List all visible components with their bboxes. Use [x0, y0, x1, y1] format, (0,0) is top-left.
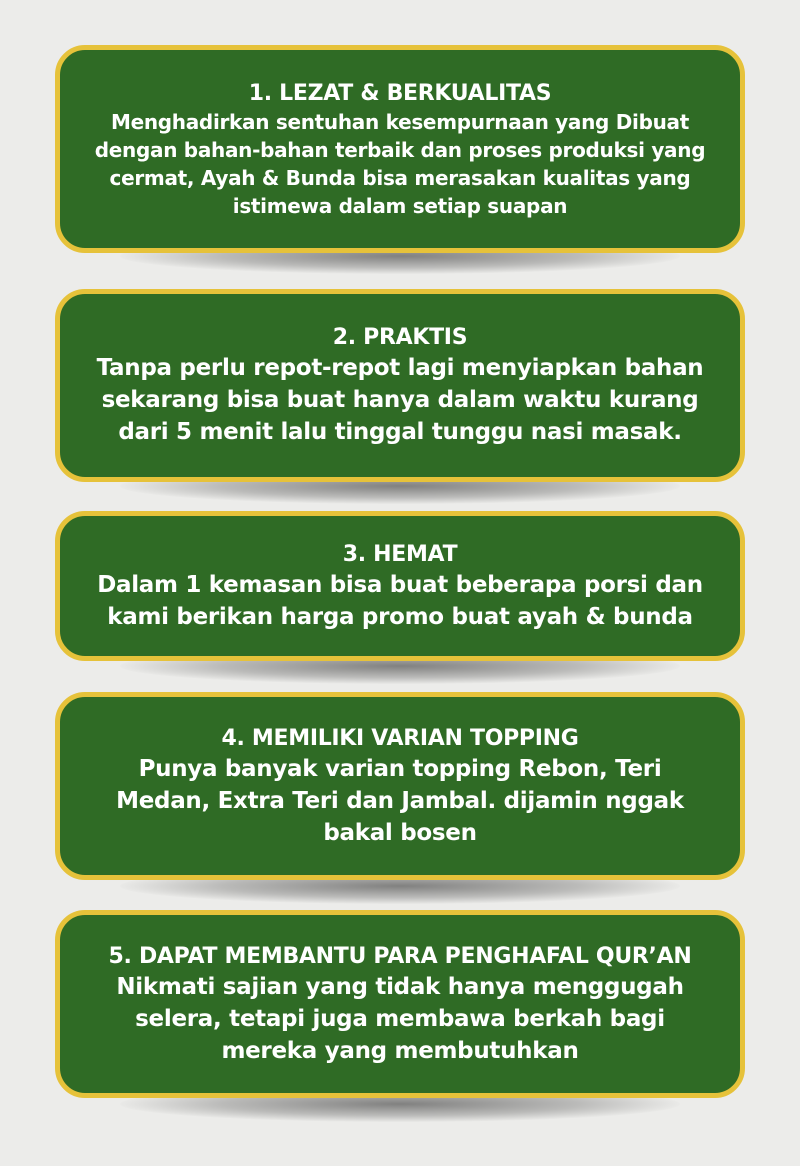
- benefit-card-title: 1. LEZAT & BERKUALITAS: [248, 80, 552, 106]
- benefit-card-text: Menghadirkan sentuhan kesempurnaan yang Dibuat dengan bahan-bahan terbaik dan proses produksi yang cermat, Ayah & Bunda bisa merasakan kualitas yang istimewa dalam setiap suapan: [94, 109, 706, 218]
- benefit-card-text: Dalam 1 kemasan bisa buat beberapa porsi dan kami berikan harga promo buat ayah & bunda: [97, 571, 703, 630]
- benefit-card-3: [55, 511, 745, 661]
- benefit-card-5: [55, 910, 745, 1098]
- benefit-card-text: Punya banyak varian topping Rebon, Teri Medan, Extra Teri dan Jambal. dijamin nggak bakal bosen: [116, 755, 684, 846]
- benefit-card-4: [55, 692, 745, 880]
- benefit-card-2: [55, 289, 745, 482]
- benefit-card-title: 4. MEMILIKI VARIAN TOPPING: [221, 725, 579, 751]
- benefit-card-title: 2. PRAKTIS: [332, 325, 468, 350]
- benefit-card-text: Nikmati sajian yang tidak hanya menggugah selera, tetapi juga membawa berkah bagi mereka yang membutuhkan: [116, 973, 684, 1064]
- benefit-card-title: 3. HEMAT: [342, 541, 458, 567]
- benefit-card-text: Tanpa perlu repot-repot lagi menyiapkan bahan sekarang bisa buat hanya dalam waktu kurang dari 5 menit lalu tinggal tunggu nasi masak.: [96, 355, 704, 445]
- benefit-card-1: [55, 45, 745, 253]
- benefit-card-title: 5. DAPAT MEMBANTU PARA PENGHAFAL QUR’AN: [108, 943, 692, 969]
